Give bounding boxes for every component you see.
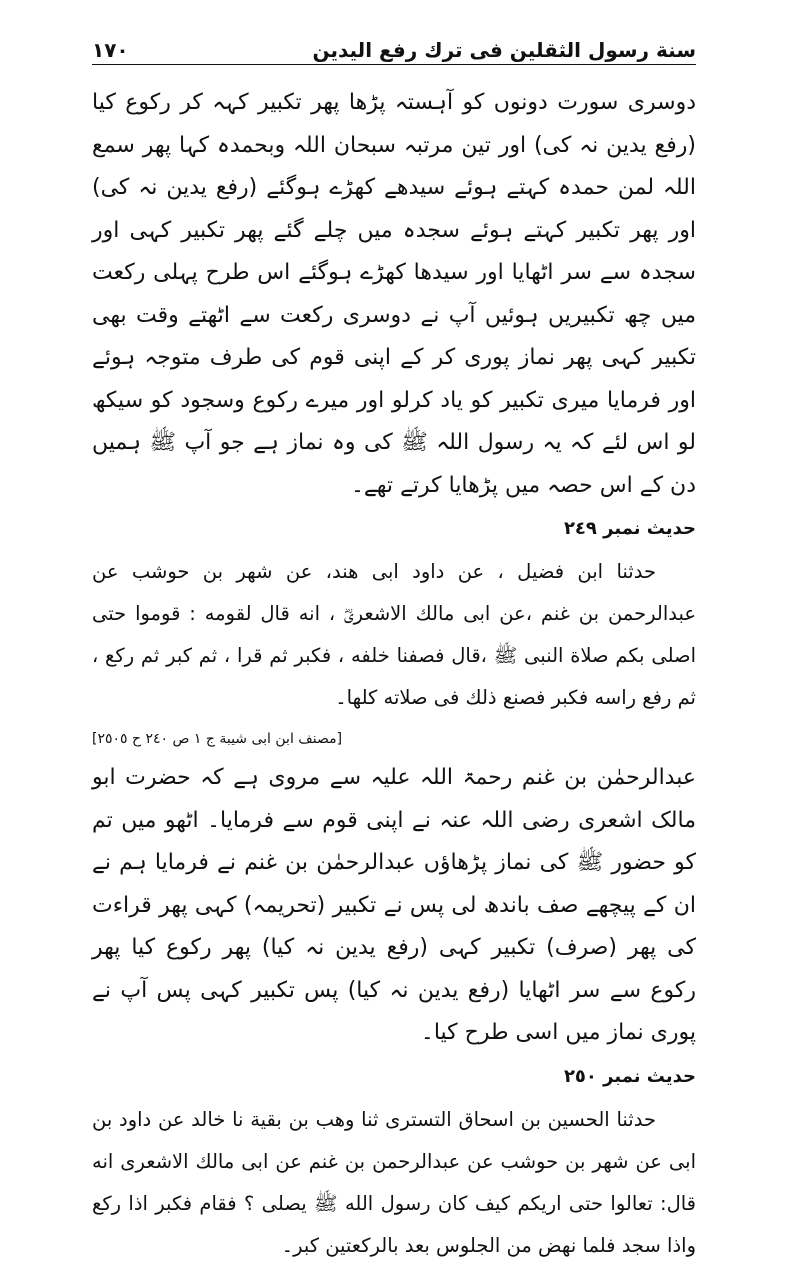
urdu-paragraph-prayer-description: دوسری سورت دونوں کو آہستہ پڑھا پھر تکبیر کہہ کر رکوع کیا (رفع یدین نہ کی) اور تین مرتبہ سبحان اللہ وبحمدہ کہا پھر سمع اللہ لمن حمدہ کہتے ہوئے سیدھے کھڑے ہوگئے (رفع یدین نہ کی) اور پھر تکبیر کہتے ہوئے سجدہ میں چلے گئے پھر تکبیر کہی اور سجدہ سے سر اٹھایا اور سیدھا کھڑے ہوگئے اس طرح پہلی رکعت میں چھ تکبیریں ہوئیں آپ نے دوسری رکعت سے اٹھتے وقت بھی تکبیر کہی پھر نماز پوری کر کے اپنی قوم کی طرف متوجہ ہوئے اور فرمایا میری تکبیر کو یاد کرلو اور میرے رکوع وسجود کو سیکھ لو اس لئے کہ یہ رسول اللہ ﷺ کی وہ نماز ہے جو آپ ﷺ ہمیں دن کے اس حصہ میں پڑھایا کرتے تھے۔	[92, 90, 696, 498]
hadith-heading-249: حدیث نمبر ٢٤٩	[563, 518, 696, 539]
arabic-hadith-250: حدثنا الحسين بن اسحاق التستری ثنا وهب بن بقية نا خالد عن داود بن ابی عن شهر بن حوشب عن عبدالرحمن بن غنم عن ابی مالك الاشعری انه قال: تعالوا حتی اريكم كيف كان رسول الله ﷺ يصلی ؟ فقام فكبر اذا ركع واذا سجد فلما نهض من الجلوس بعد بالركعتين كبر۔	[92, 1107, 696, 1257]
arabic-hadith-249: حدثنا ابن فضيل ، عن داود ابی هند، عن شهر بن حوشب عن عبدالرحمن بن غنم ،عن ابی مالك الاشعریؓ ، انه قال لقومه : قوموا حتی اصلی بكم صلاة النبی ﷺ ،قال فصفنا خلفه ، فكبر ثم قرا ، ثم كبر ثم ركع ، ثم رفع راسه فكبر فصنع ذلك فی صلاته كلها۔	[92, 560, 696, 709]
page-number: ١٧٠	[92, 38, 129, 62]
header-divider	[92, 64, 696, 65]
page-header	[92, 26, 696, 62]
page-body	[92, 82, 696, 1267]
reference-text: [مصنف ابن ابی شیبة ج ١ ص ٢٤٠ ح ٢٥٠٥]	[92, 731, 343, 747]
running-title: سنة رسول الثقلين فی ترك رفع الیدین	[312, 38, 696, 62]
urdu-translation-249: عبدالرحمٰن بن غنم رحمۃ اللہ علیہ سے مروی ہے کہ حضرت ابو مالک اشعری رضی اللہ عنہ نے اپنی قوم سے فرمایا۔ اٹھو میں تم کو حضور ﷺ کی نماز پڑھاؤں عبدالرحمٰن بن غنم نے فرمایا ہم نے ان کے پیچھے صف باندھ لی پس نے تکبیر (تحریمہ) کہی پھر قراءت کی پھر (صرف) تکبیر کہی (رفع یدین نہ کیا) پھر رکوع کیا پھر رکوع سے سر اٹھایا (رفع یدین نہ کیا) پس تکبیر کہی پس آپ نے پوری نماز میں اسی طرح کیا۔	[92, 765, 696, 1045]
source-reference	[92, 725, 696, 753]
hadith-heading-250: حدیث نمبر ٢٥٠	[563, 1065, 696, 1087]
